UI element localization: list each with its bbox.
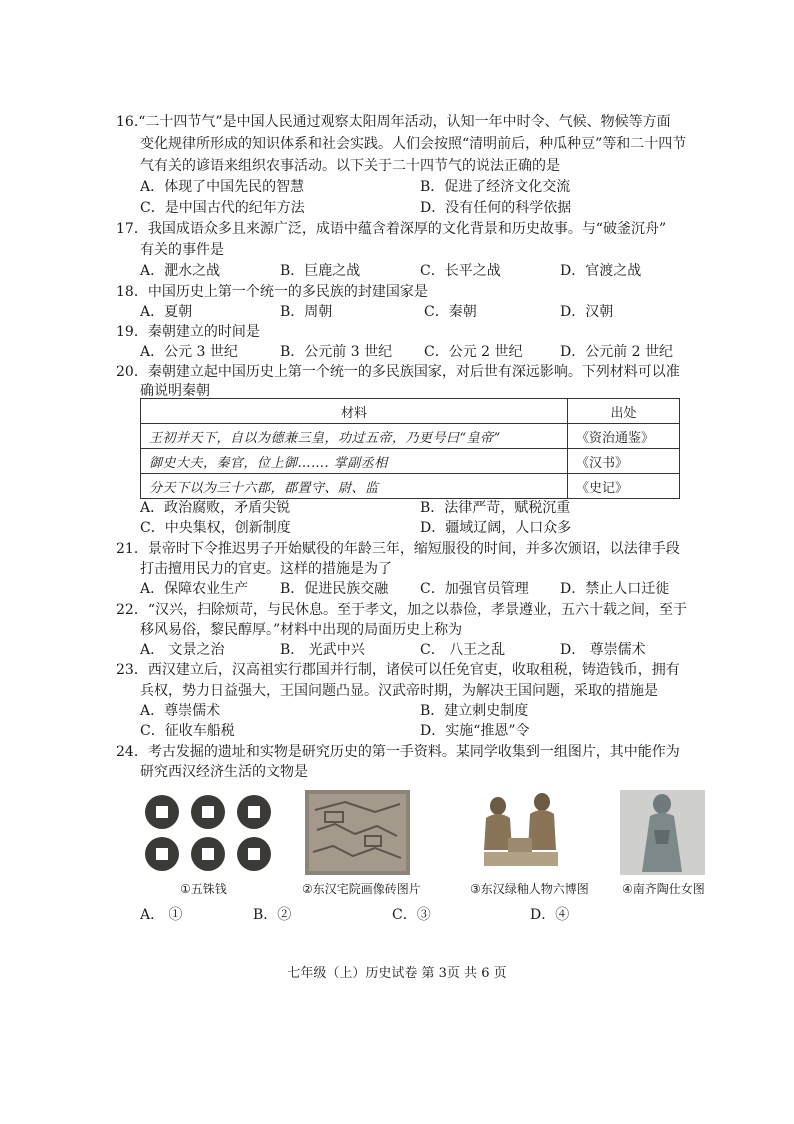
image-caption-3: ③东汉绿釉人物六博图 [470,882,589,896]
table-row [141,474,680,499]
table-cell-material: 分天下以为三十六郡，郡置守、尉、监 [141,474,568,499]
q22-option-d: D． 尊崇儒术 [560,642,646,658]
header-source: 出处 [568,399,680,424]
q23-stem-line1: 23．西汉建立后，汉高祖实行郡国并行制，诸侯可以任免官吏，收取租税，铸造钱币，拥有 [116,662,680,678]
q18-option-b: B．周朝 [280,304,333,320]
table-header-row [141,399,680,424]
q22-stem-line2: 移风易俗，黎民醇厚。”材料中出现的局面历史上称为 [140,622,463,638]
q23-option-b: B．建立刺史制度 [420,703,529,719]
q23-option-c: C．征收车船税 [140,723,235,739]
q19-option-c: C．公元 2 世纪 [424,344,523,360]
pottery-lady-image [620,790,705,875]
wuzhu-coins-image [140,790,280,875]
q22-stem-line1: 22．“汉兴，扫除烦苛，与民休息。至于孝文，加之以恭俭，孝景遵业，五六十载之间，至于 [116,602,687,618]
q17-option-c: C．长平之战 [420,263,501,279]
q16-stem-line3: 气有关的谚语来组织农事活动。以下关于二十四节气的说法正确的是 [140,158,560,174]
q23-stem-line2: 兵权，势力日益强大，王国问题凸显。汉武帝时期，为解决王国问题，采取的措施是 [140,683,658,699]
source-table [140,398,680,499]
q20-option-b: B．法律严苛，赋税沉重 [420,500,571,516]
brick-relief-image [305,790,410,875]
q19-stem: 19．秦朝建立的时间是 [116,324,260,340]
table-cell-source: 《史记》 [568,474,680,499]
q16-stem-line2: 变化规律所形成的知识体系和社会实践。人们会按照“清明前后，种瓜种豆”等和二十四节 [140,136,687,152]
q18-stem: 18．中国历史上第一个统一的多民族的封建国家是 [116,284,428,300]
q24-option-b: B．② [253,907,292,923]
q16-option-a: A．体现了中国先民的智慧 [140,179,305,195]
q20-option-d: D．疆域辽阔，人口众多 [420,520,572,536]
image-caption-4: ④南齐陶仕女图 [622,882,705,896]
q21-stem-line2: 打击擅用民力的官吏。这样的措施是为了 [140,561,392,577]
q16-stem-line1: 16.“二十四节气”是中国人民通过观察太阳周年活动，认知一年中时令、气候、物候等方面 [116,114,671,130]
q20-option-c: C．中央集权，创新制度 [140,520,291,536]
table-cell-material: 御史大夫，秦官，位上御……. 掌副丞相 [141,449,568,474]
q20-stem-line1: 20．秦朝建立起中国历史上第一个统一的多民族国家，对后世有深远影响。下列材料可以准 [116,364,680,380]
q24-option-d: D．④ [530,907,570,923]
q22-option-b: B． 光武中兴 [280,642,365,658]
q18-option-a: A．夏朝 [140,304,193,320]
image-caption-1: ①五铢钱 [180,882,227,896]
q21-option-a: A．保障农业生产 [140,581,249,597]
q19-option-a: A．公元 3 世纪 [140,344,238,360]
q21-option-d: D．禁止人口迁徙 [560,581,670,597]
table-cell-material: 王初并天下，自以为德兼三皇，功过五帝，乃更号曰“皇帝” [141,424,568,449]
q19-option-b: B．公元前 3 世纪 [280,344,393,360]
q22-option-a: A． 文景之治 [140,642,225,658]
table-row [141,449,680,474]
q24-stem-line2: 研究西汉经济生活的文物是 [140,764,308,780]
q17-stem-line1: 17．我国成语众多且来源广泛，成语中蕴含着深厚的文化背景和历史故事。与“破釜沉舟” [116,221,667,237]
table-cell-source: 《资治通鉴》 [568,424,680,449]
q23-option-d: D．实施“推恩”令 [420,723,530,739]
q16-option-d: D．没有任何的科学依据 [420,200,572,216]
q17-option-d: D．官渡之战 [560,263,642,279]
q18-option-d: D．汉朝 [560,304,614,320]
q17-option-a: A．淝水之战 [140,263,221,279]
q17-stem-line2: 有关的事件是 [140,242,224,258]
q18-option-c: C．秦朝 [424,304,477,320]
q24-stem-line1: 24．考古发掘的遗址和实物是研究历史的第一手资料。某同学收集到一组图片，其中能作为 [116,744,680,760]
q23-option-a: A．尊崇儒术 [140,703,221,719]
q17-option-b: B．巨鹿之战 [280,263,361,279]
q16-option-b: B．促进了经济文化交流 [420,179,571,195]
q21-option-b: B．促进民族交融 [280,581,389,597]
q22-option-c: C． 八王之乱 [420,642,506,658]
q24-option-a: A． ① [140,907,183,923]
image-caption-2: ②东汉宅院画像砖图片 [302,882,421,896]
table-row [141,424,680,449]
header-material: 材料 [141,399,568,424]
table-cell-source: 《汉书》 [568,449,680,474]
q20-stem-line2: 确说明秦朝 [140,383,210,399]
q19-option-d: D．公元前 2 世纪 [560,344,674,360]
page-footer: 七年级（上）历史试卷 第 3页 共 6 页 [287,966,507,981]
q21-option-c: C．加强官员管理 [420,581,529,597]
q20-option-a: A．政治腐败，矛盾尖锐 [140,500,291,516]
q16-option-c: C．是中国古代的纪年方法 [140,200,305,216]
liubo-figures-image [478,790,563,875]
q24-option-c: C．③ [392,907,431,923]
q21-stem-line1: 21．景帝时下令推迟男子开始赋役的年龄三年，缩短服役的时间，并多次颁诏，以法律手段 [116,541,680,557]
